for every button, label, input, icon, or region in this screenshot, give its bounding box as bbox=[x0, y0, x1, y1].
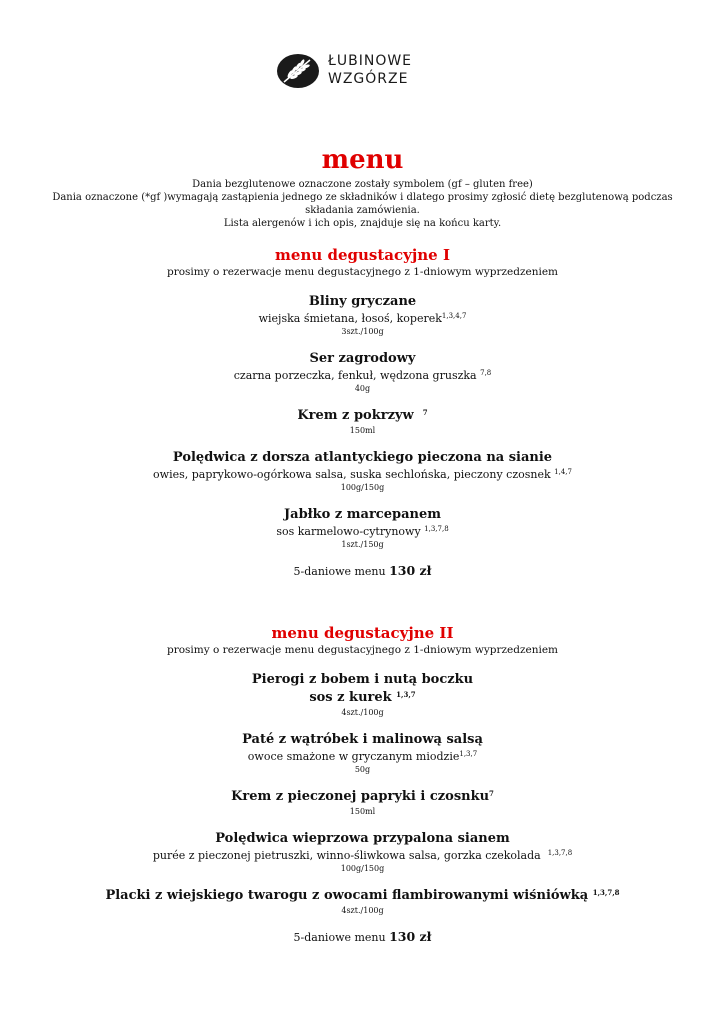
restaurant-logo bbox=[276, 50, 426, 92]
wheat-logo-icon bbox=[276, 52, 320, 90]
dish-desc-text: owies, paprykowo-ogórkowa salsa, suska sechlońska, pieczony czosnek bbox=[153, 468, 555, 481]
menu-section-2 bbox=[0, 623, 725, 946]
section-note: prosimy o rezerwacje menu degustacyjnego z 1-dniowym wyprzedzeniem bbox=[166, 644, 558, 656]
section-title: menu degustacyjne II bbox=[271, 624, 454, 642]
dish-name bbox=[0, 407, 725, 425]
allergen-codes: 1,3,7,8 bbox=[424, 525, 449, 533]
dish-portion: 100g/150g bbox=[340, 483, 385, 492]
allergen-codes: 1,3,4,7 bbox=[441, 312, 467, 320]
dish-desc-text: sos karmelowo-cytrynowy bbox=[276, 525, 425, 538]
dish-name-text: Krem z pieczonej papryki i czosnku bbox=[231, 789, 490, 804]
price-value: 130 zł bbox=[389, 929, 432, 944]
dish-portion: 100g/150g bbox=[340, 864, 385, 873]
dish-name: Polędwica wieprzowa przypalona sianem bbox=[215, 831, 510, 846]
price-label: 5-daniowe menu bbox=[293, 931, 390, 944]
price-label: 5-daniowe menu bbox=[293, 565, 390, 578]
dish-item bbox=[0, 830, 725, 874]
dish-item bbox=[0, 293, 725, 337]
dish-name-text: sos z kurek bbox=[309, 690, 397, 705]
dish-name bbox=[0, 788, 725, 806]
dish-portion: 40g bbox=[354, 384, 371, 393]
dish-item bbox=[0, 449, 725, 493]
logo-line-1: ŁUBINOWE bbox=[328, 53, 413, 69]
menu-title: menu bbox=[321, 145, 404, 175]
dish-name-line-2 bbox=[0, 689, 725, 707]
allergen-codes: 7 bbox=[489, 789, 494, 798]
allergen-codes: 7,8 bbox=[480, 369, 492, 377]
menu-price bbox=[0, 929, 725, 946]
allergen-codes: 1,4,7 bbox=[554, 468, 572, 476]
dish-name: Ser zagrodowy bbox=[309, 351, 416, 366]
dish-portion: 3szt./100g bbox=[341, 327, 384, 336]
menu-price bbox=[0, 563, 725, 580]
dish-name-text: Krem z pokrzyw bbox=[297, 408, 423, 423]
dish-description bbox=[0, 368, 725, 383]
dish-name: Pierogi z bobem i nutą boczku bbox=[251, 672, 474, 687]
dish-name: Bliny gryczane bbox=[308, 294, 417, 309]
dish-description bbox=[0, 848, 725, 863]
section-title: menu degustacyjne I bbox=[275, 246, 450, 264]
dish-description bbox=[0, 749, 725, 764]
dish-item bbox=[0, 731, 725, 775]
allergen-codes: 1,3,7 bbox=[396, 690, 416, 699]
dish-item bbox=[0, 350, 725, 394]
dish-portion: 1szt./150g bbox=[341, 540, 384, 549]
dish-desc-text: czarna porzeczka, fenkuł, wędzona gruszka bbox=[233, 369, 481, 382]
dish-description bbox=[0, 524, 725, 539]
dish-description bbox=[0, 311, 725, 326]
dish-item bbox=[0, 407, 725, 436]
allergen-codes: 1,3,7 bbox=[459, 750, 478, 758]
dish-name-text: Placki z wiejskiego twarogu z owocami flambirowanymi wiśniówką bbox=[105, 888, 593, 903]
dish-portion: 150ml bbox=[349, 426, 376, 435]
dish-portion: 150ml bbox=[349, 807, 376, 816]
dish-desc-text: owoce smażone w gryczanym miodzie bbox=[247, 750, 460, 763]
intro-line: Dania bezglutenowe oznaczone zostały symbolem (gf – gluten free) bbox=[192, 179, 533, 190]
dish-description bbox=[0, 467, 725, 482]
dish-desc-text: purée z pieczonej pietruszki, winno-śliwkowa salsa, gorzka czekolada bbox=[152, 849, 548, 862]
logo-text bbox=[328, 52, 412, 88]
menu-intro bbox=[30, 178, 695, 230]
dish-item bbox=[0, 887, 725, 916]
allergen-codes: 7 bbox=[422, 408, 428, 417]
dish-item bbox=[0, 506, 725, 550]
allergen-codes: 1,3,7,8 bbox=[547, 849, 573, 857]
dish-item bbox=[0, 788, 725, 817]
dish-name: Jabłko z marcepanem bbox=[284, 507, 441, 522]
menu-section-1 bbox=[0, 245, 725, 580]
dish-name bbox=[0, 887, 725, 905]
dish-portion: 50g bbox=[354, 765, 371, 774]
dish-desc-text: wiejska śmietana, łosoś, koperek bbox=[258, 312, 442, 325]
price-value: 130 zł bbox=[389, 563, 432, 578]
logo-line-2: WZGÓRZE bbox=[328, 71, 409, 87]
dish-name: Polędwica z dorsza atlantyckiego pieczona na sianie bbox=[172, 450, 553, 465]
dish-item bbox=[0, 671, 725, 718]
allergen-codes: 1,3,7,8 bbox=[592, 888, 620, 897]
dish-portion: 4szt./100g bbox=[341, 906, 384, 915]
intro-line: Lista alergenów i ich opis, znajduje się na końcu karty. bbox=[223, 218, 502, 229]
dish-portion: 4szt./100g bbox=[341, 708, 384, 717]
intro-line: Dania oznaczone (*gf )wymagają zastąpienia jednego ze składników i dlatego prosimy zgłosić dietę bezglutenową podczas składania zamówienia. bbox=[52, 192, 673, 216]
dish-name: Paté z wątróbek i malinową salsą bbox=[242, 732, 483, 747]
section-note: prosimy o rezerwacje menu degustacyjnego z 1-dniowym wyprzedzeniem bbox=[166, 266, 558, 278]
